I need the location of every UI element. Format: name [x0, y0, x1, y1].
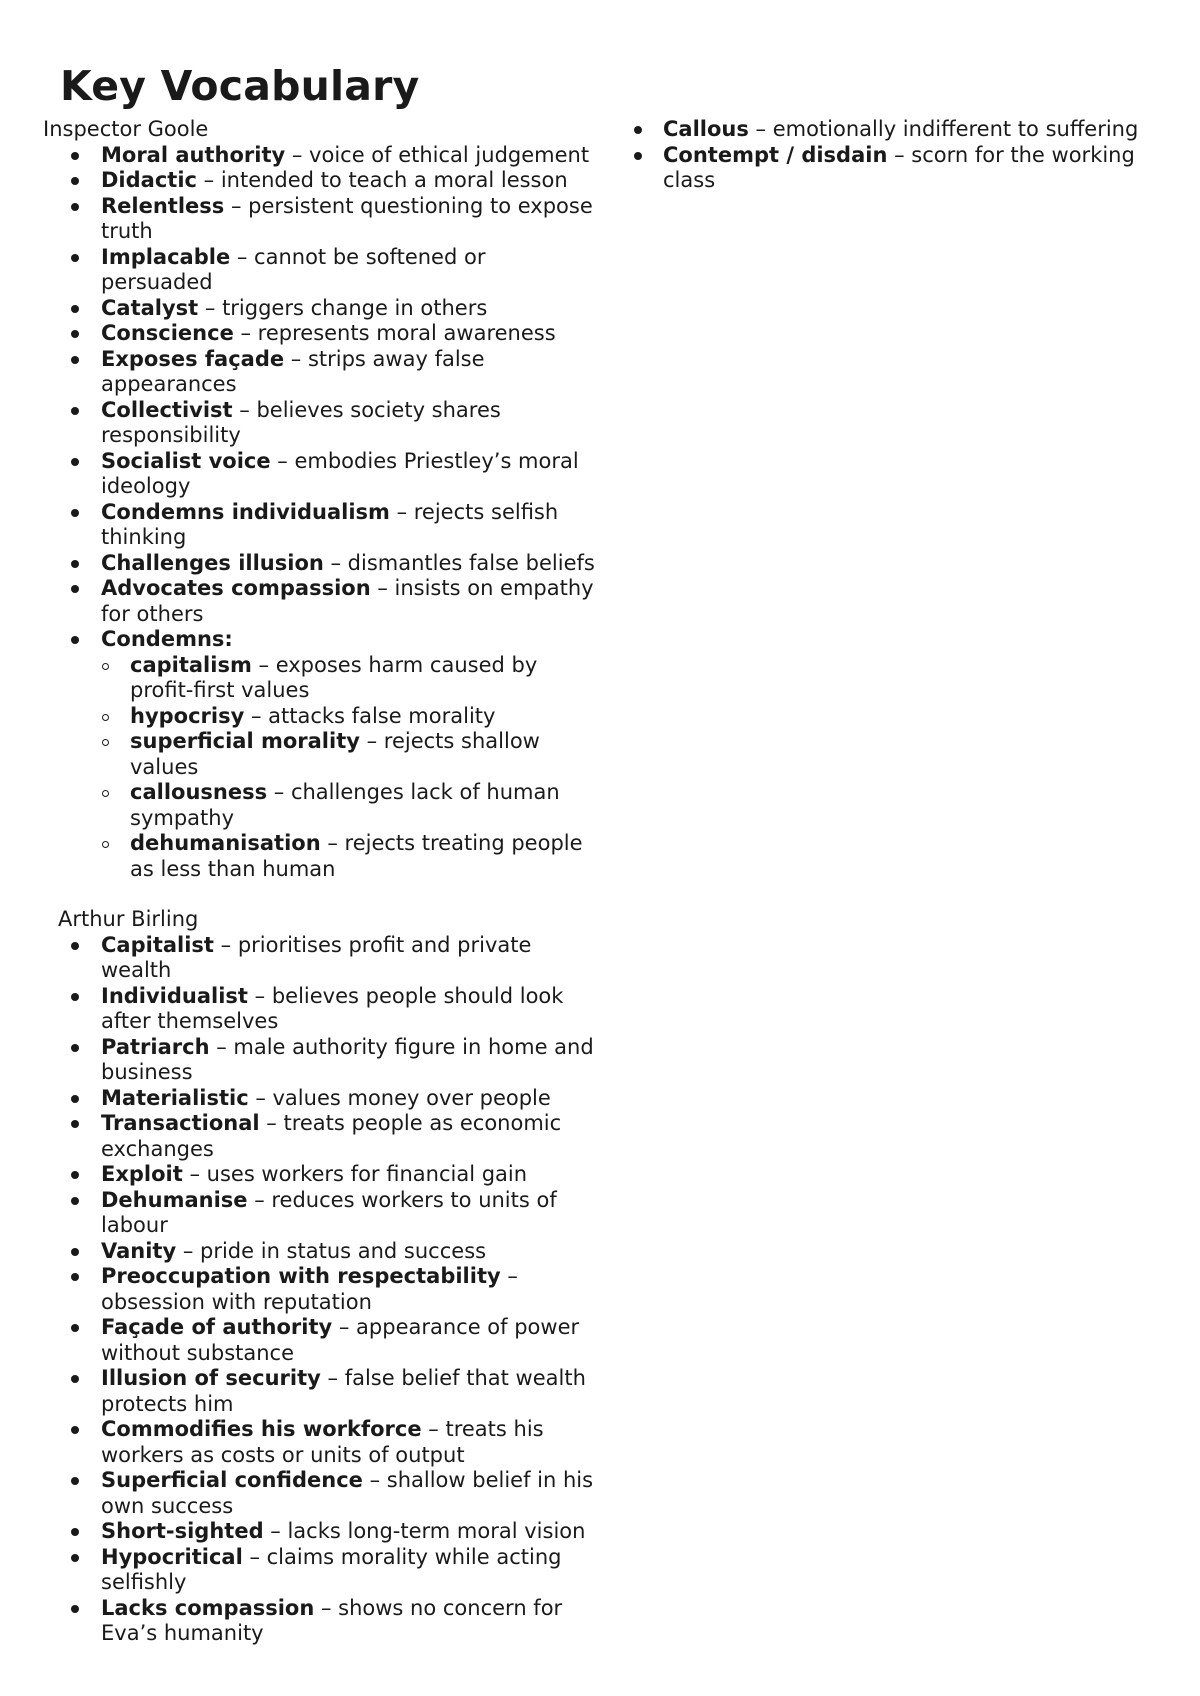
definition: – claims morality while acting selfishly [101, 1544, 562, 1594]
term: Condemns: [101, 627, 233, 651]
definition: – exposes harm caused by profit-first values [130, 652, 538, 702]
term: Materialistic [101, 1085, 249, 1110]
term: Callous [663, 117, 749, 141]
term: Collectivist [101, 397, 233, 422]
sub-list-item [101, 729, 603, 780]
definition: – scorn for the working class [663, 142, 1135, 192]
term: hypocrisy [130, 703, 245, 728]
list-item [43, 245, 603, 296]
list-item [43, 1596, 603, 1647]
list-item [43, 398, 603, 449]
definition: – strips away false appearances [101, 346, 485, 396]
term: Façade of authority [101, 1315, 333, 1339]
term: Preoccupation with respectability [101, 1264, 501, 1288]
sub-term-list [101, 653, 603, 883]
list-item [43, 449, 603, 500]
list-item [43, 933, 603, 984]
list-item [620, 143, 1140, 194]
definition: – treats his workers as costs or units of output [101, 1417, 544, 1467]
definition: – pride in status and success [176, 1238, 487, 1263]
sub-list-item [101, 780, 603, 831]
term: Hypocritical [101, 1544, 243, 1569]
list-item [43, 1468, 603, 1519]
list-item [43, 627, 603, 882]
list-item [43, 551, 603, 577]
list-item [43, 1545, 603, 1596]
definition: – male authority figure in home and business [101, 1034, 594, 1084]
term: Patriarch [101, 1034, 210, 1059]
definition: – insists on empathy for others [101, 576, 594, 626]
term-list [43, 143, 603, 883]
section-inspector-goole [43, 117, 603, 882]
term: Lacks compassion [101, 1595, 315, 1620]
definition: – uses workers for financial gain [182, 1162, 528, 1186]
term: Superficial confidence [101, 1468, 363, 1492]
definition: – reduces workers to units of labour [101, 1187, 557, 1237]
definition: – appearance of power without substance [101, 1315, 580, 1365]
list-item [620, 117, 1140, 143]
list-item [43, 1239, 603, 1265]
definition: – dismantles false beliefs [323, 550, 595, 575]
term: Contempt / disdain [663, 142, 888, 167]
term: Advocates compassion [101, 576, 371, 600]
term: Illusion of security [101, 1366, 321, 1390]
list-item [43, 1111, 603, 1162]
definition: – emotionally indifferent to suffering [748, 117, 1139, 141]
definition: – embodies Priestley’s moral ideology [101, 448, 579, 498]
definition: – shallow belief in his own success [101, 1468, 594, 1518]
term: Didactic [101, 168, 197, 192]
term: Implacable [101, 244, 231, 269]
term: capitalism [130, 652, 252, 677]
term: Short-sighted [101, 1519, 264, 1543]
list-item [43, 168, 603, 194]
sub-list-item [101, 831, 603, 882]
term-list [43, 933, 603, 1647]
list-item [43, 1086, 603, 1112]
list-item [43, 576, 603, 627]
section-arthur-birling [43, 907, 603, 1647]
term-list [620, 117, 1140, 194]
definition: – rejects selfish thinking [101, 499, 559, 549]
term: Moral authority [101, 142, 286, 167]
list-item [43, 500, 603, 551]
term: Vanity [101, 1238, 177, 1263]
definition: – shows no concern for Eva’s humanity [101, 1595, 563, 1645]
term: Capitalist [101, 932, 214, 957]
list-item [43, 321, 603, 347]
definition: – attacks false morality [244, 703, 496, 728]
list-item [43, 1188, 603, 1239]
list-item [43, 1417, 603, 1468]
definition: – rejects treating people as less than human [130, 831, 583, 881]
section-heading: Arthur Birling [58, 907, 199, 931]
list-item [43, 296, 603, 322]
definition: – prioritises profit and private wealth [101, 932, 532, 982]
list-item [43, 347, 603, 398]
list-item [43, 1519, 603, 1545]
term: Challenges illusion [101, 550, 324, 575]
term: Catalyst [101, 295, 199, 320]
definition: – persistent questioning to expose truth [101, 193, 593, 243]
sub-list-item [101, 704, 603, 730]
definition: – treats people as economic exchanges [101, 1111, 562, 1161]
page-title: Key Vocabulary [60, 62, 420, 110]
definition: – voice of ethical judgement [285, 142, 590, 167]
term: Dehumanise [101, 1187, 248, 1212]
definition: – believes society shares responsibility [101, 397, 501, 447]
definition: – represents moral awareness [233, 321, 556, 345]
list-item [43, 194, 603, 245]
sub-list-item [101, 653, 603, 704]
term: Exploit [101, 1162, 183, 1186]
definition: – false belief that wealth protects him [101, 1366, 586, 1416]
list-item [43, 1315, 603, 1366]
term: Exposes façade [101, 346, 285, 371]
term: superficial morality [130, 729, 360, 753]
term: callousness [130, 780, 268, 804]
list-item [43, 1035, 603, 1086]
definition: – challenges lack of human sympathy [130, 780, 560, 830]
list-item [43, 1162, 603, 1188]
definition: – cannot be softened or persuaded [101, 244, 486, 294]
list-item [43, 1366, 603, 1417]
term: Individualist [101, 983, 248, 1008]
definition: – triggers change in others [198, 295, 488, 320]
list-item [43, 143, 603, 169]
definition: – believes people should look after themselves [101, 983, 564, 1033]
term: Condemns individualism [101, 499, 390, 524]
definition: – lacks long-term moral vision [263, 1519, 586, 1543]
term: Commodifies his workforce [101, 1417, 422, 1441]
left-column [43, 117, 603, 1647]
definition: – obsession with reputation [101, 1264, 518, 1314]
right-column [620, 117, 1140, 194]
term: Transactional [101, 1111, 260, 1135]
list-item [43, 984, 603, 1035]
term: Conscience [101, 321, 234, 345]
section-heading: Inspector Goole [43, 117, 209, 141]
term: dehumanisation [130, 831, 321, 855]
term: Relentless [101, 193, 225, 218]
definition: – rejects shallow values [130, 729, 540, 779]
term: Socialist voice [101, 448, 271, 473]
list-item [43, 1264, 603, 1315]
definition: – intended to teach a moral lesson [196, 168, 568, 192]
definition: – values money over people [248, 1085, 551, 1110]
